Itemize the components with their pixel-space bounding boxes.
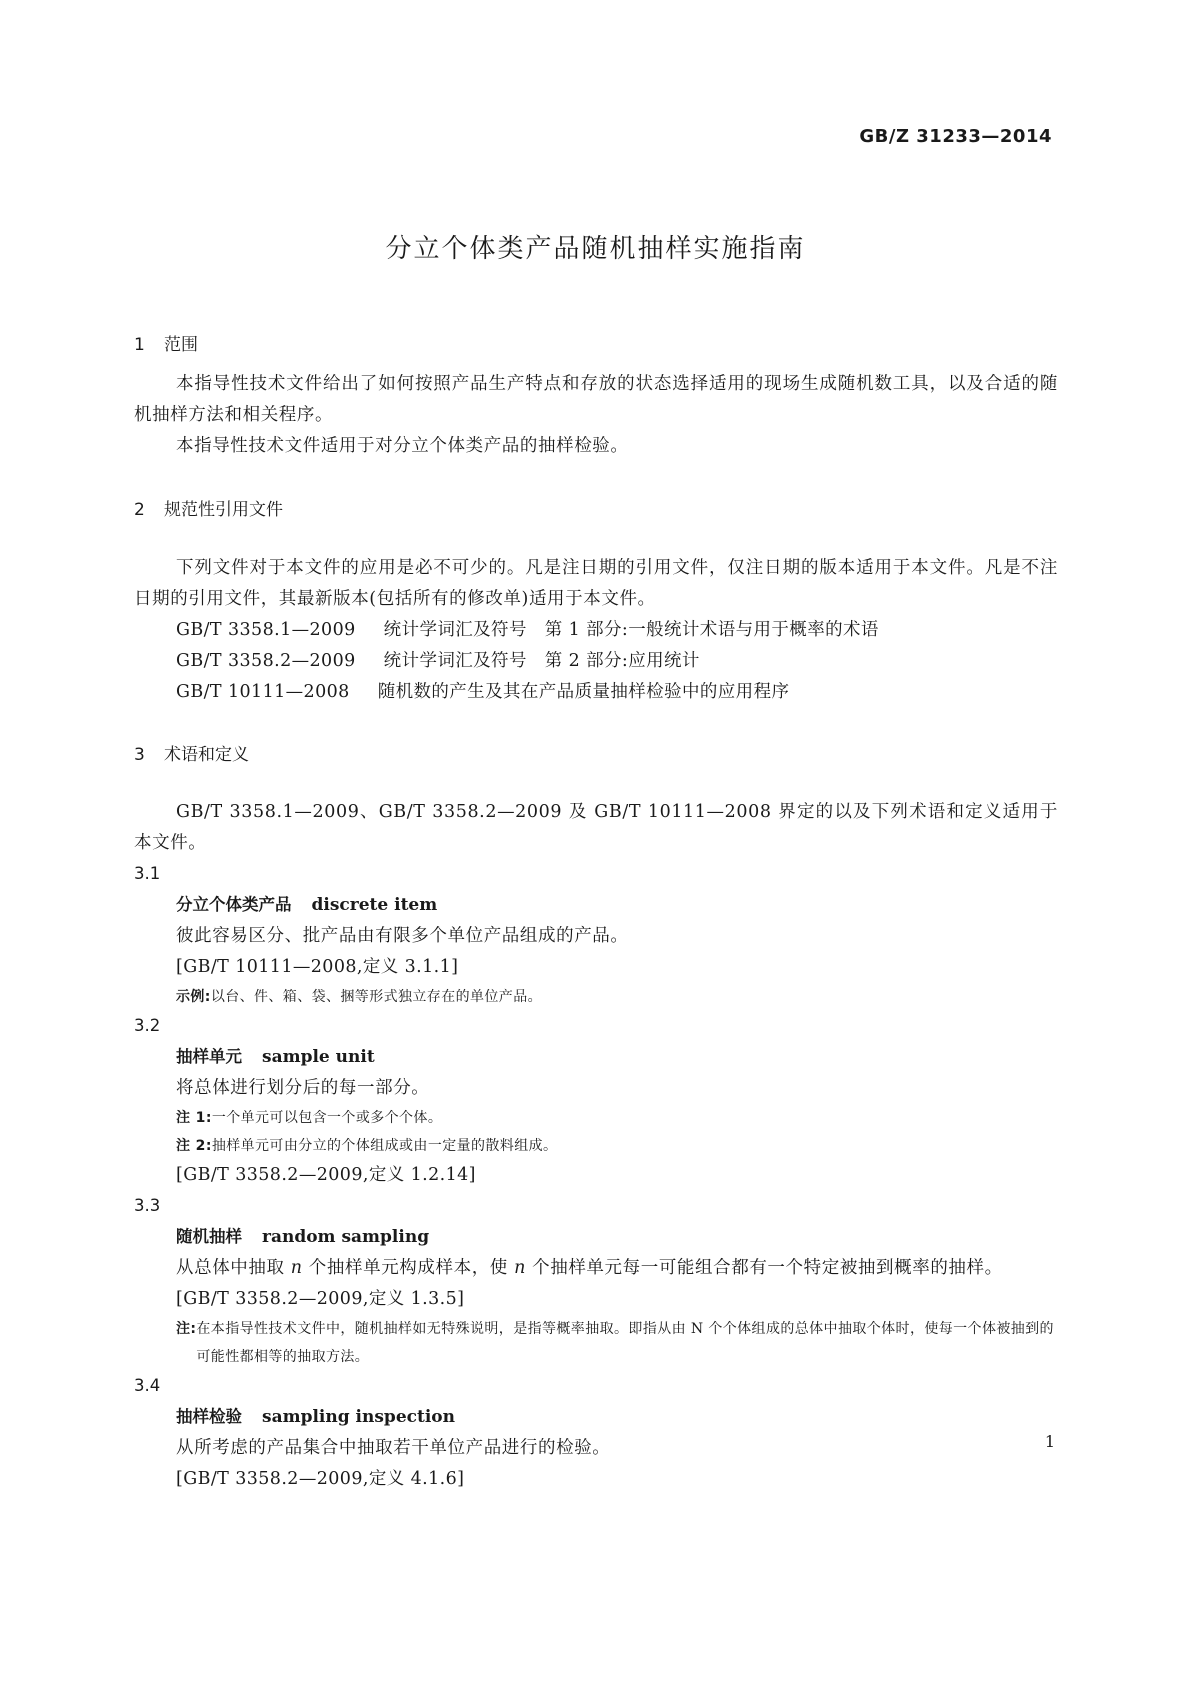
document-title: 分立个体类产品随机抽样实施指南 — [385, 234, 806, 264]
term-number: 3.2 — [134, 1016, 161, 1035]
variable-n: n — [290, 1258, 303, 1278]
document-body — [134, 330, 1058, 1495]
note-label: 注 2: — [176, 1138, 212, 1154]
term-english: sample unit — [262, 1047, 375, 1067]
term-chinese: 抽样检验 — [176, 1407, 242, 1426]
term-number: 3.3 — [134, 1196, 161, 1215]
section-3-paragraph-1: GB/T 3358.1—2009、GB/T 3358.2—2009 及 GB/T 10111—2008 界定的以及下列术语和定义适用于本文件。 — [134, 802, 1058, 853]
term-heading — [134, 1221, 1058, 1253]
note-text: 在本指导性技术文件中，随机抽样如无特殊说明，是指等概率抽取。即指从由 N 个个体组成的总体中抽取个体时，使每一个体被抽到的可能性都相等的抽取方法。 — [196, 1321, 1054, 1365]
reference-item — [134, 646, 1058, 677]
term-note — [134, 1315, 1058, 1371]
section-title: 范围 — [164, 335, 198, 355]
page-number: 1 — [1044, 1432, 1055, 1451]
term-chinese: 分立个体类产品 — [176, 895, 292, 914]
term-source: [GB/T 3358.2—2009,定义 1.2.14] — [176, 1165, 476, 1185]
term-heading — [134, 1401, 1058, 1433]
section-1-paragraph-2: 本指导性技术文件适用于对分立个体类产品的抽样检验。 — [176, 436, 629, 456]
note-label: 注: — [176, 1321, 197, 1337]
term-definition: 将总体进行划分后的每一部分。 — [176, 1078, 430, 1098]
example-text: 以台、件、箱、袋、捆等形式独立存在的单位产品。 — [210, 989, 543, 1005]
term-english: discrete item — [311, 895, 438, 915]
reference-item — [134, 677, 1058, 708]
standard-code: GB/Z 31233—2014 — [859, 126, 1052, 147]
term-note — [134, 1104, 1058, 1132]
example-label: 示例: — [176, 989, 211, 1005]
term-example — [134, 983, 1058, 1011]
section-1-paragraph-1: 本指导性技术文件给出了如何按照产品生产特点和存放的状态选择适用的现场生成随机数工具，以及合适的随机抽样方法和相关程序。 — [134, 374, 1058, 425]
reference-title: 随机数的产生及其在产品质量抽样检验中的应用程序 — [377, 682, 790, 702]
section-title: 规范性引用文件 — [164, 500, 283, 520]
section-3-heading — [134, 740, 1058, 765]
note-label: 注 1: — [176, 1110, 212, 1126]
section-number: 2 — [134, 500, 145, 520]
term-source: [GB/T 3358.2—2009,定义 1.3.5] — [176, 1289, 465, 1309]
note-text: 一个单元可以包含一个或多个个体。 — [211, 1110, 443, 1126]
term-english: random sampling — [262, 1227, 430, 1247]
section-number: 3 — [134, 745, 145, 765]
section-number: 1 — [134, 335, 145, 355]
section-2-heading — [134, 495, 1058, 520]
reference-title: 统计学词汇及符号 第 2 部分:应用统计 — [383, 651, 700, 671]
term-number: 3.4 — [134, 1376, 161, 1395]
reference-code: GB/T 3358.2—2009 — [176, 651, 356, 671]
term-definition: 彼此容易区分、批产品由有限多个单位产品组成的产品。 — [176, 926, 629, 946]
reference-code: GB/T 10111—2008 — [176, 682, 350, 702]
term-english: sampling inspection — [262, 1407, 455, 1427]
term-source: [GB/T 10111—2008,定义 3.1.1] — [176, 957, 459, 977]
section-2-paragraph-1: 下列文件对于本文件的应用是必不可少的。凡是注日期的引用文件，仅注日期的版本适用于本文件。凡是不注日期的引用文件，其最新版本(包括所有的修改单)适用于本文件。 — [134, 558, 1058, 609]
variable-n: n — [514, 1258, 526, 1278]
section-1-heading — [134, 330, 1058, 355]
reference-title: 统计学词汇及符号 第 1 部分:一般统计术语与用于概率的术语 — [383, 620, 879, 640]
term-note — [134, 1132, 1058, 1160]
term-heading — [134, 889, 1058, 921]
term-number: 3.1 — [134, 864, 161, 883]
term-chinese: 随机抽样 — [176, 1227, 242, 1246]
reference-code: GB/T 3358.1—2009 — [176, 620, 356, 640]
term-source: [GB/T 3358.2—2009,定义 4.1.6] — [176, 1469, 465, 1489]
section-title: 术语和定义 — [164, 745, 249, 765]
term-chinese: 抽样单元 — [176, 1047, 242, 1066]
note-text: 抽样单元可由分立的个体组成或由一定量的散料组成。 — [211, 1138, 558, 1154]
reference-item — [134, 615, 1058, 646]
term-heading — [134, 1041, 1058, 1073]
term-definition: 从总体中抽取 n 个抽样单元构成样本，使 n 个抽样单元每一可能组合都有一个特定被抽到概率的抽样。 — [176, 1258, 1003, 1278]
term-definition: 从所考虑的产品集合中抽取若干单位产品进行的检验。 — [176, 1438, 611, 1458]
